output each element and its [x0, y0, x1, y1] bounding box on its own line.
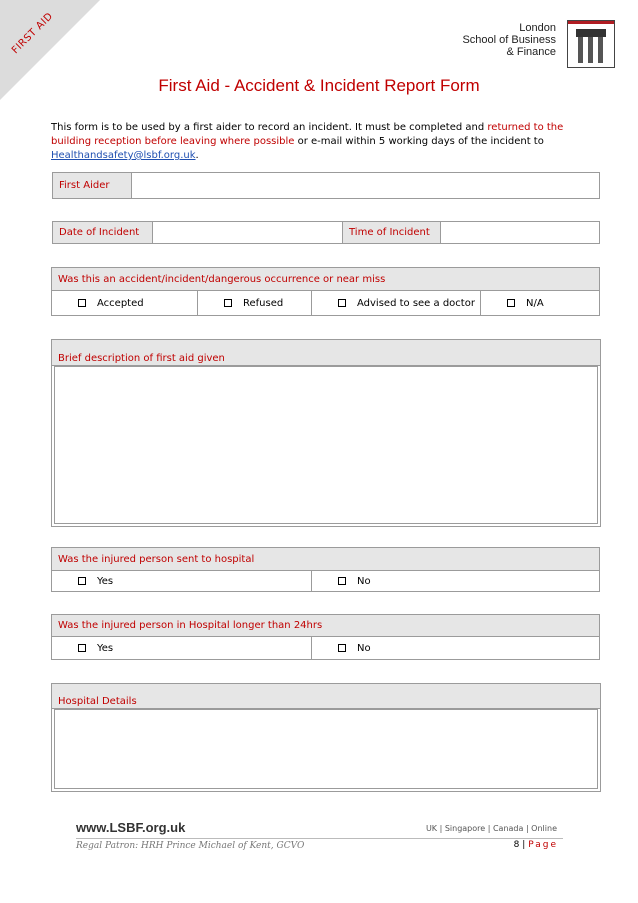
- description-box: [51, 339, 601, 527]
- intro-paragraph: [51, 121, 601, 163]
- date-field[interactable]: [153, 222, 343, 244]
- footer-regions: UK | Singapore | Canada | Online: [425, 824, 557, 833]
- time-label: Time of Incident: [343, 222, 441, 244]
- first-aider-field[interactable]: [132, 173, 600, 199]
- time-field[interactable]: [441, 222, 600, 244]
- hospital-24-question: Was the injured person in Hospital longer than 24hrs: [52, 615, 600, 637]
- option-advised-doctor[interactable]: [312, 291, 481, 316]
- option-label: Advised to see a doctor: [357, 297, 475, 309]
- option-label: No: [357, 642, 371, 654]
- page-separator: |: [522, 840, 526, 850]
- date-time-table: [52, 221, 600, 244]
- hospital-24-option-yes[interactable]: [52, 637, 312, 660]
- hospital-option-yes[interactable]: [52, 571, 312, 592]
- hospital-details-field[interactable]: [54, 709, 598, 789]
- hospital-details-label: Hospital Details: [52, 684, 600, 709]
- first-aider-table: [52, 172, 600, 199]
- footer-patron: Regal Patron: HRH Prince Michael of Kent, GCVO: [76, 841, 305, 851]
- email-link[interactable]: Healthandsafety@lsbf.org.uk: [51, 150, 196, 161]
- hospital-24-option-no[interactable]: [312, 637, 600, 660]
- corner-label: FIRST AID: [9, 10, 56, 57]
- hospital-table: [51, 547, 600, 592]
- incident-type-question: Was this an accident/incident/dangerous occurrence or near miss: [52, 268, 600, 291]
- hospital-24-table: [51, 614, 600, 660]
- option-label: N/A: [526, 297, 544, 309]
- option-label: Refused: [243, 297, 284, 309]
- option-na[interactable]: [481, 291, 600, 316]
- intro-text-2: or e-mail within 5 working days of the incident to: [294, 136, 544, 147]
- checkbox-icon[interactable]: [338, 644, 346, 652]
- checkbox-icon[interactable]: [224, 299, 232, 307]
- column-logo-icon: [567, 20, 615, 68]
- logo-line-1: London: [519, 22, 556, 34]
- option-accepted[interactable]: [52, 291, 198, 316]
- intro-text-red: returned to the building reception before leaving where possible: [51, 122, 564, 147]
- logo-line-2: School of Business: [462, 34, 556, 46]
- option-label: No: [357, 575, 371, 587]
- hospital-option-no[interactable]: [312, 571, 600, 592]
- page-number: [514, 840, 558, 850]
- incident-type-table: [51, 267, 600, 316]
- checkbox-icon[interactable]: [78, 644, 86, 652]
- description-label: Brief description of first aid given: [52, 340, 600, 366]
- option-refused[interactable]: [198, 291, 312, 316]
- checkbox-icon[interactable]: [338, 299, 346, 307]
- date-label: Date of Incident: [53, 222, 153, 244]
- school-logo-text: [462, 22, 556, 58]
- intro-text-3: .: [195, 150, 199, 161]
- option-label: Accepted: [97, 297, 144, 309]
- description-field[interactable]: [54, 366, 598, 524]
- checkbox-icon[interactable]: [507, 299, 515, 307]
- option-label: Yes: [97, 575, 114, 587]
- option-label: Yes: [97, 642, 114, 654]
- checkbox-icon[interactable]: [338, 577, 346, 585]
- page-title: First Aid - Accident & Incident Report Form: [158, 76, 480, 95]
- intro-text-1: This form is to be used by a first aider to record an incident. It must be completed and: [51, 122, 488, 133]
- footer-url[interactable]: www.LSBF.org.uk: [76, 820, 186, 835]
- checkbox-icon[interactable]: [78, 577, 86, 585]
- footer-divider: [76, 838, 563, 839]
- page-word: Page: [528, 840, 558, 850]
- checkbox-icon[interactable]: [78, 299, 86, 307]
- logo-line-3: & Finance: [506, 46, 556, 58]
- hospital-question: Was the injured person sent to hospital: [52, 548, 600, 571]
- first-aider-label: First Aider: [53, 173, 132, 199]
- hospital-details-box: [51, 683, 601, 792]
- page-number-value: 8: [513, 840, 520, 850]
